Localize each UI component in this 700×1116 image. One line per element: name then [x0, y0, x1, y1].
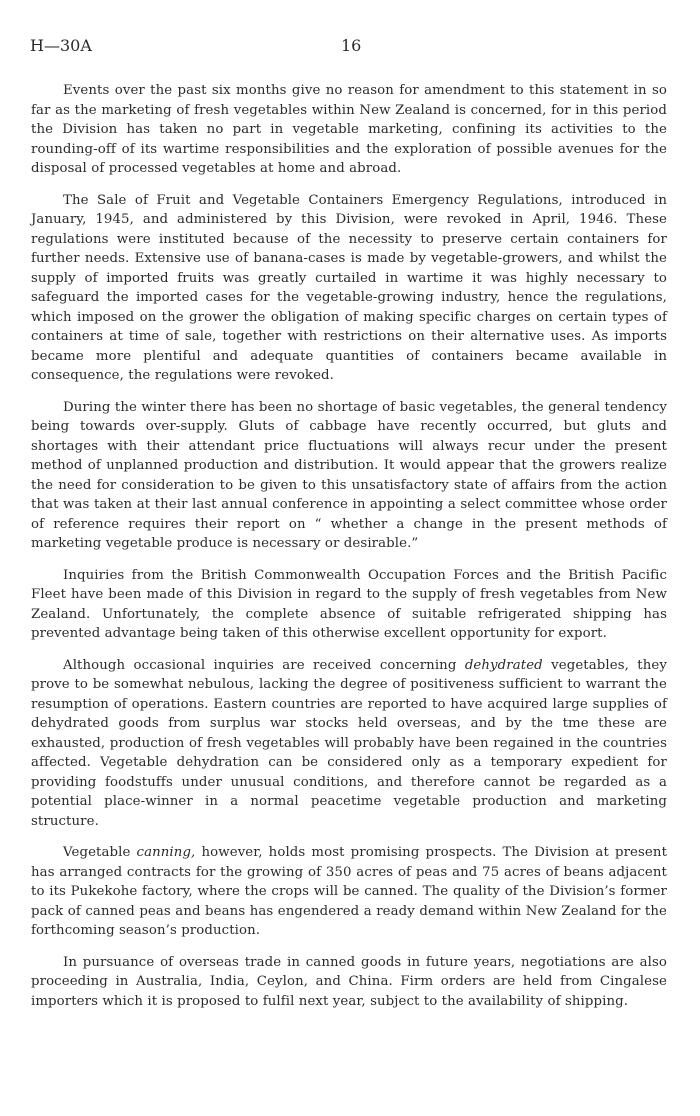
document-body — [31, 81, 667, 1023]
paragraph-text-end: vegetables, they prove to be somewhat nebulous, lacking the degree of positiveness sufficient to warrant the resumption of operations. Eastern countries are reported to have acquired large supplies of dehydrated goods from surplus war stocks held overseas, and by the tme these are exhausted, production of fresh vegetables will probably have been regained in the countries affected. Vegetable dehydration can be considered only as a temporary expedient for providing foodstuffs under unusual conditions, and therefore cannot be regarded as a potential place-winner in a normal peacetime vegetable production and marketing structure. — [31, 657, 667, 829]
emphasis-canning: canning, — [136, 845, 196, 860]
paragraph-container-regulations: The Sale of Fruit and Vegetable Containers Emergency Regulations, introduced in January, 1945, and administered by this Division, were revoked in April, 1946. These regulations were instituted because of the necessity to preserve certain containers for further needs. Extensive use of banana-cases is made by vegetable-growers, and whilst the supply of imported fruits was greatly curtailed in wartime it was highly necessary to safeguard the imported cases for the vegetable-growing industry, hence the regulations, which imposed on the grower the obligation of making specific charges on certain types of containers at time of sale, together with restrictions on their alternative uses. As imports became more plentiful and adequate quantities of containers became available in consequence, the regulations were revoked. — [31, 192, 667, 383]
paragraph-text-end: however, holds most promising prospects. The Division at present has arranged contracts for the growing of 350 acres of peas and 75 acres of beans adjacent to its Pukekohe factory, where the crops will be canned. The quality of the Division’s former pack of canned peas and beans has engendered a ready demand within New Zealand for the forthcoming season’s production. — [31, 845, 668, 938]
paragraph-export-inquiries: Inquiries from the British Commonwealth Occupation Forces and the British Pacific Fleet have been made of this Division in regard to the supply of fresh vegetables from New Zealand. Unfortunately, the complete absence of suitable refrigerated shipping has prevented advantage being taken of this otherwise excellent opportunity for export. — [31, 567, 667, 641]
paragraph-text-start: Vegetable — [63, 845, 137, 860]
paragraph-vegetable-canning — [31, 843, 667, 941]
paragraph-winter-supply: During the winter there has been no shortage of basic vegetables, the general tendency being towards over-supply. Gluts of cabbage have recently occurred, but gluts and shortages with their attendant price fluctuations will always recur under the present method of unplanned production and distribution. It would appear that the growers realize the need for consideration to be given to this unsatisfactory state of affairs from the action that was taken at their last annual conference in appointing a select committee whose order of reference requires their report on “ whether a change in the present methods of marketing vegetable produce is necessary or desirable.” — [31, 399, 667, 551]
page-number: 16 — [341, 36, 362, 55]
paragraph-dehydrated-vegetables — [31, 656, 667, 832]
emphasis-dehydrated: dehydrated — [464, 657, 543, 673]
paragraph-marketing-statement: Events over the past six months give no reason for amendment to this statement in so far as the marketing of fresh vegetables within New Zealand is concerned, for in this period the Division has taken no part in vegetable marketing, confining its activities to the rounding-off of its wartime responsibilities and the exploration of possible avenues for the disposal of processed vegetables at home and abroad. — [31, 83, 667, 176]
paragraph-text-start: Although occasional inquiries are received concerning — [63, 657, 465, 673]
paragraph-overseas-trade: In pursuance of overseas trade in canned goods in future years, negotiations are also proceeding in Australia, India, Ceylon, and China. Firm orders are held from Cingalese importers which it is proposed to fulfil next year, subject to the availability of shipping. — [31, 954, 667, 1009]
document-reference: H—30A — [30, 36, 92, 55]
page-header — [30, 36, 670, 60]
